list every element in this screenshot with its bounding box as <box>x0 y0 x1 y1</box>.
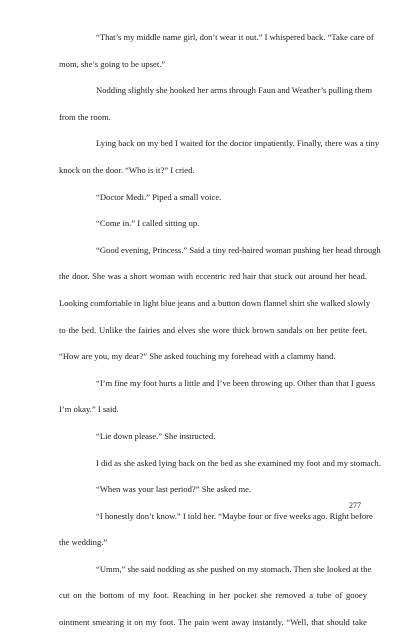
text-line: “Come in.” I called sitting up. <box>96 218 200 229</box>
text-line: cut on the bottom of my foot. Reaching in her pocket she removed a tube of gooey <box>59 590 367 601</box>
text-line: I did as she asked lying back on the bed as she examined my foot and my stomach. <box>96 457 381 468</box>
text-line: “That’s my middle name girl, don’t wear it out.” I whispered back. “Take care of <box>96 32 374 42</box>
text-line: Looking comfortable in light blue jeans and a button down flannel shirt she walked slowly <box>59 297 371 308</box>
text-line: “When was your last period?” She asked me. <box>96 484 252 495</box>
text-line: “Lie down please.” She instructed. <box>96 430 216 441</box>
text-line: “Umm,” she said nodding as she pushed on my stomach. Then she looked at the <box>96 563 372 574</box>
text-line: “Good evening, Princess.” Said a tiny red-haired woman pushing her head through <box>96 244 381 255</box>
text-line: I’m okay.” I said. <box>59 404 119 415</box>
text-line: mom, she’s going to be upset.” <box>59 58 166 69</box>
text-line: ointment smearing it on my foot. The pain went away instantly. “Well, that should take <box>59 617 367 628</box>
text-line: “Doctor Medi.” Piped a small voice. <box>96 191 222 202</box>
text-line: “I honestly don’t know.” I told her. “Maybe four or five weeks ago. Right before <box>96 510 373 521</box>
text-line: “How are you, my dear?” She asked touching my forehead with a clammy hand. <box>59 351 336 362</box>
text-line: from the room. <box>59 111 111 122</box>
text-line: to the bed. Unlike the fairies and elves she wore thick brown sandals on her petite feet. <box>59 324 367 335</box>
text-line: the door. She was a short woman with eccentric red hair that stuck out around her head. <box>59 271 367 282</box>
text-line: Nodding slightly she hooked her arms through Faun and Weather’s pulling them <box>96 85 373 96</box>
text-line: Lying back on my bed I waited for the doctor impatiently. Finally, there was a tiny <box>96 138 380 149</box>
text-line: the wedding.” <box>59 537 108 548</box>
page-number: 277 <box>349 501 361 510</box>
text-line: “I’m fine my foot hurts a little and I’ve been throwing up. Other than that I guess <box>96 377 375 388</box>
text-line: knock on the door. “Who is it?” I cried. <box>59 164 195 175</box>
